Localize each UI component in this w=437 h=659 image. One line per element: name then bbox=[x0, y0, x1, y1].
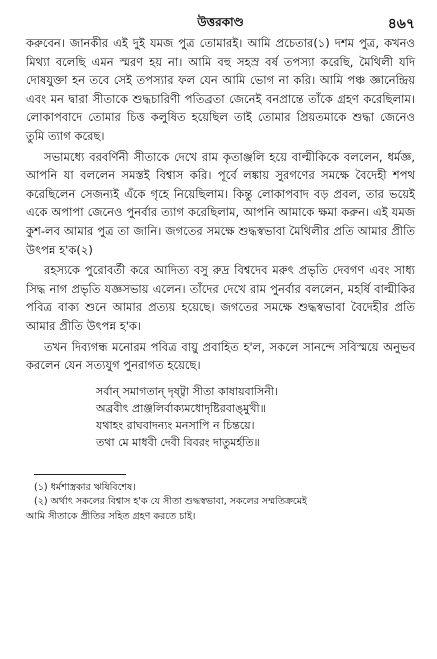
running-header bbox=[26, 12, 415, 34]
paragraph: রহস্যকে পুরোবর্তী করে আদিত্য বসু রুদ্র বিশ্বদেব মরুৎ প্রভৃতি দেবগণ এবং সাধ্য সিদ্ধ নাগ প্রভৃতি যজ্ঞসভায় এলেন। তাঁদের দেখে রাম পুনর্বার বললেন, মহর্ষি বাল্মীকির পবিত্র বাক্য শুনে আমার প্রত্যয় হয়েছে। জগতের সমক্ষে শুদ্ধস্বভাবা বৈদেহীর প্রতি আমার প্রীতি উৎপন্ন হ'ক। bbox=[26, 263, 415, 333]
chapter-title: উত্তরকাণ্ড bbox=[197, 15, 244, 29]
main-text bbox=[26, 34, 415, 375]
footnote-continuation: আমি সীতাকে প্রীতির সহিত গ্রহণ করতে চাই। bbox=[26, 510, 196, 522]
footnote: (১) ধর্মশাস্ত্রকার ঋষিবিশেষ। bbox=[34, 481, 136, 493]
footnote: (২) অর্থাৎ সকলের বিশ্বাস হ'ক যে সীতা শুদ্ধস্বভাবা, সকলের সম্মতিক্রমেই bbox=[34, 496, 307, 507]
footnotes bbox=[26, 481, 415, 525]
verse-line: যথাহং রাঘবাদন্যং মনসাপি ন চিন্তয়ে। bbox=[96, 419, 255, 433]
paragraph: করুবেন। জানকীর এই দুই যমজ পুত্র তোমারই। আমি প্রচেতার(১) দশম পুত্র, কখনও মিথ্যা বলেছি এমন স্মরণ হয় না। আমি বহু সহস্র বর্ষ তপস্যা করেছি, মৈথিলী যদি দোষযুক্তা হন তবে সেই তপস্যার ফল যেন আমি ভোগ না করি। আমি পঞ্চ জ্ঞানেন্দ্রিয় এবং মন দ্বারা সীতাকে শুদ্ধচারিণী পতিব্রতা জেনেই বনপ্রান্তে তাঁকে গ্রহণ করেছিলাম। লোকাপবাদে তোমার চিত্ত কলুষিত হয়েছিল তাই তোমার প্রিয়তমাকে শুদ্ধা জেনেও তুমি ত্যাগ করেছ। bbox=[26, 36, 415, 143]
verse-line: অব্রবীৎ প্রাঞ্জলির্বাক্যমধোদৃষ্টিরবাঙ্‌মুখী॥ bbox=[96, 401, 266, 415]
page-number: ৪৬৭ bbox=[387, 16, 415, 32]
sanskrit-verse bbox=[96, 383, 415, 452]
verse-line: তথা মে মাধবী দেবী বিবরং দাতুমর্হতি॥ bbox=[96, 436, 260, 450]
verse-line: সর্বান্‌ সমাগতান্‌ দৃষ্ট্বা সীতা কাষায়বাসিনী। bbox=[96, 384, 278, 398]
footnote-divider bbox=[34, 474, 126, 475]
paragraph: তখন দিব্যগন্ধ মনোরম পবিত্র বায়ু প্রবাহিত হ'ল, সকলে সানন্দে সবিস্ময়ে অনুভব করলেন যেন সত্যযুগ পুনরাগত হয়েছে। bbox=[26, 339, 415, 373]
paragraph: সভামধ্যে বরবর্ণিনী সীতাকে দেখে রাম কৃতাঞ্জলি হয়ে বাল্মীকিকে বললেন, ধর্মজ্ঞ, আপনি যা বললেন সমস্তই বিশ্বাস করি। পূর্বে লঙ্কায় সুরগণের সমক্ষে বৈদেহী শপথ করেছিলেন সেজন্যই এঁকে গৃহে নিয়েছিলাম। কিন্তু লোকাপবাদ বড় প্রবল, তার ভয়েই একে অপাপা জেনেও পুনর্বার ত্যাগ করেছিলাম, আপনি আমাকে ক্ষমা করুন। এই যমজ কুশ-লব আমার পুত্র তা জানি। জগতের সমক্ষে শুদ্ধস্বভাবা মৈথিলীর প্রতি আমার প্রীতি উৎপন্ন হ'ক(২) bbox=[26, 149, 415, 257]
